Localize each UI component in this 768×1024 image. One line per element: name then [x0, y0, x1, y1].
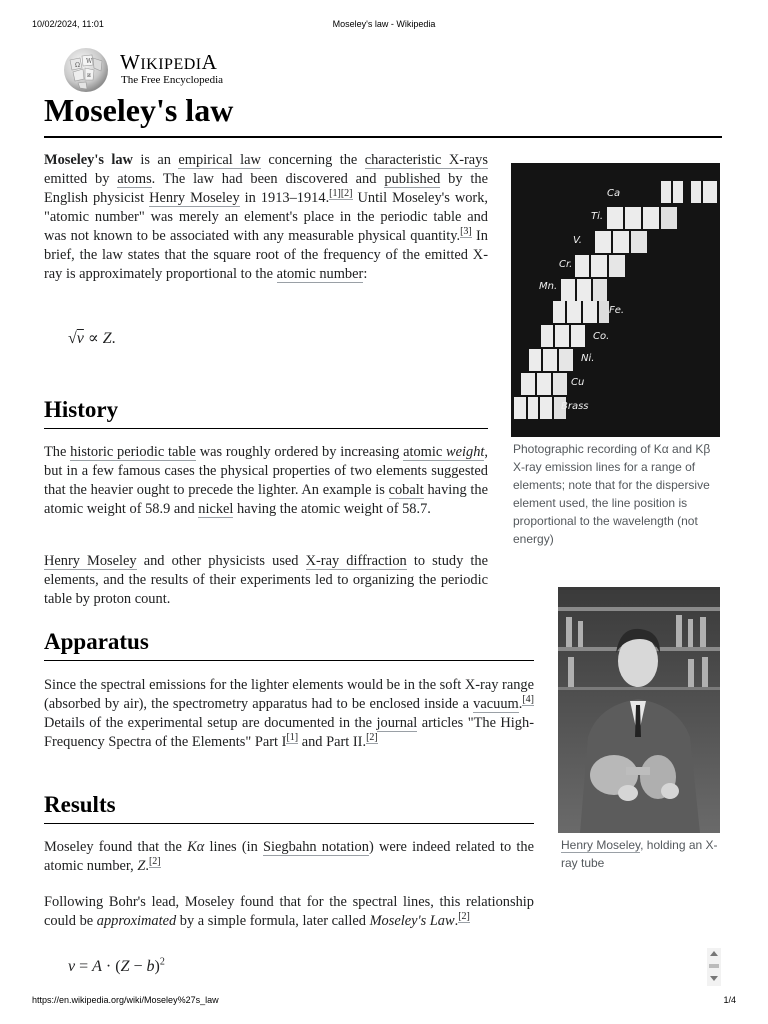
section-heading-results: Results	[44, 790, 534, 824]
spectra-label-cr: Cr.	[559, 259, 573, 270]
link-atomic-number[interactable]: atomic number	[276, 266, 364, 282]
spectra-label-v: V.	[573, 235, 582, 246]
svg-text:и: и	[87, 72, 91, 79]
spectra-label-fe: Fe.	[609, 305, 625, 316]
intro-paragraph: Moseley's law is an empirical law concerning the characteristic X-rays emitted by atoms. The law had been discovered and published by the English physicist Henry Moseley in 1913–1914.[1][2] Until Moseley's work, "atomic number" was merely an element's place in the periodic table and was not known to be associated with any measurable physical quantity.[3] In brief, the law states that the square root of the frequency of the emitted X-ray is approximately proportional to the atomic number:	[44, 152, 488, 282]
spectra-label-brass: Brass	[561, 401, 589, 412]
ref-2d[interactable]: [2]	[458, 911, 470, 923]
history-paragraph-1: The historic periodic table was roughly ordered by increasing atomic weight, but in a few famous cases the physical properties of two elements suggested that the heavier ought to precede the lighter. An example is cobalt having the atomic weight of 58.9 and nickel having the atomic weight of 58.7.	[44, 444, 488, 517]
section-heading-apparatus: Apparatus	[44, 627, 534, 661]
spectra-label-mn: Mn.	[539, 281, 558, 292]
wikipedia-globe-icon	[62, 46, 110, 94]
history-paragraph-2: Henry Moseley and other physicists used X-ray diffraction to study the elements, and the results of their experiments led to organizing the periodic table by proton count.	[44, 553, 488, 607]
wikipedia-tagline: The Free Encyclopedia	[121, 74, 224, 86]
wikipedia-logo[interactable]	[62, 44, 242, 92]
link-characteristic-x-rays[interactable]: characteristic X-rays	[364, 152, 488, 168]
intro-bold-term: Moseley's law	[44, 152, 133, 168]
ref-2b[interactable]: [2]	[366, 732, 378, 744]
link-historic-periodic-table[interactable]: historic periodic table	[70, 444, 196, 460]
link-empirical-law[interactable]: empirical law	[178, 152, 261, 168]
ref-4[interactable]: [4]	[522, 694, 534, 706]
link-vacuum[interactable]: vacuum	[473, 696, 519, 712]
results-paragraph-1: Moseley found that the Kα lines (in Siegbahn notation) were indeed related to the atomic number, Z.[2]	[44, 839, 534, 874]
link-henry-moseley[interactable]: Henry Moseley	[149, 190, 240, 206]
spectra-label-cu: Cu	[571, 377, 585, 388]
link-siegbahn-notation[interactable]: Siegbahn notation	[263, 839, 369, 855]
spectra-label-co: Co.	[593, 331, 610, 342]
ref-1b[interactable]: [1]	[286, 732, 299, 744]
link-nickel[interactable]: nickel	[198, 501, 234, 517]
link-henry-moseley-2[interactable]: Henry Moseley	[44, 553, 137, 569]
print-page-number: 1/4	[723, 995, 736, 1005]
page-title: Moseley's law	[44, 90, 722, 138]
svg-text:W: W	[86, 58, 93, 65]
ref-1[interactable]: [1]	[329, 188, 341, 200]
scroll-down-icon[interactable]	[710, 976, 718, 981]
spectra-label-ti: Ti.	[591, 211, 604, 222]
link-cobalt[interactable]: cobalt	[388, 482, 424, 498]
figure2-caption: Henry Moseley, holding an X-ray tube	[561, 838, 718, 870]
results-paragraph-2: Following Bohr's lead, Moseley found that for the spectral lines, this relationship could be approximated by a simple formula, later called Moseley's Law.[2]	[44, 894, 534, 929]
link-x-ray-diffraction[interactable]: X-ray diffraction	[305, 553, 407, 569]
svg-text:Ω: Ω	[75, 62, 80, 69]
scroll-up-icon[interactable]	[710, 951, 718, 956]
xray-spectra-photo[interactable]	[511, 163, 720, 437]
spectra-label-ni: Ni.	[581, 353, 595, 364]
caption-link-henry-moseley[interactable]: Henry Moseley	[561, 838, 641, 852]
formula-sqrt-nu-prop-z: √ν ∝ Z.	[68, 330, 116, 347]
henry-moseley-portrait[interactable]	[558, 587, 720, 833]
ref-3[interactable]: [3]	[460, 226, 472, 238]
scroll-control[interactable]	[707, 948, 721, 986]
spectra-label-ca: Ca	[607, 188, 621, 199]
figure1-caption: Photographic recording of Kα and Kβ X-ray emission lines for a range of elements; note that for the dispersive element used, the line position is proportional to the wavelength (not energy)	[513, 442, 711, 546]
formula-moseleys-law: $\nu = A \cdot (Z - b)^2$	[68, 956, 165, 975]
link-published[interactable]: published	[384, 171, 441, 187]
ref-2[interactable]: [2]	[340, 188, 353, 200]
print-header	[32, 19, 736, 29]
link-atomic-weight[interactable]: atomic weight	[403, 444, 485, 460]
print-footer	[32, 995, 736, 1005]
wikipedia-wordmark: WIKIPEDIA	[120, 50, 218, 74]
apparatus-paragraph: Since the spectral emissions for the lighter elements would be in the soft X-ray range (absorbed by air), the spectrometry apparatus had to be enclosed inside a vacuum.[4] Details of the experimental setup are documented in the journal articles "The High-Frequency Spectra of the Elements" Part I[1] and Part II.[2]	[44, 677, 534, 750]
print-datetime: 10/02/2024, 11:01	[32, 19, 104, 29]
print-page-title: Moseley's law - Wikipedia	[332, 19, 436, 29]
link-journal[interactable]: journal	[376, 715, 418, 731]
link-atoms[interactable]: atoms	[117, 171, 152, 187]
print-url: https://en.wikipedia.org/wiki/Moseley%27s_law	[32, 995, 219, 1005]
section-heading-history: History	[44, 395, 488, 429]
ref-2c[interactable]: [2]	[148, 856, 161, 868]
scroll-thumb[interactable]	[709, 964, 719, 968]
